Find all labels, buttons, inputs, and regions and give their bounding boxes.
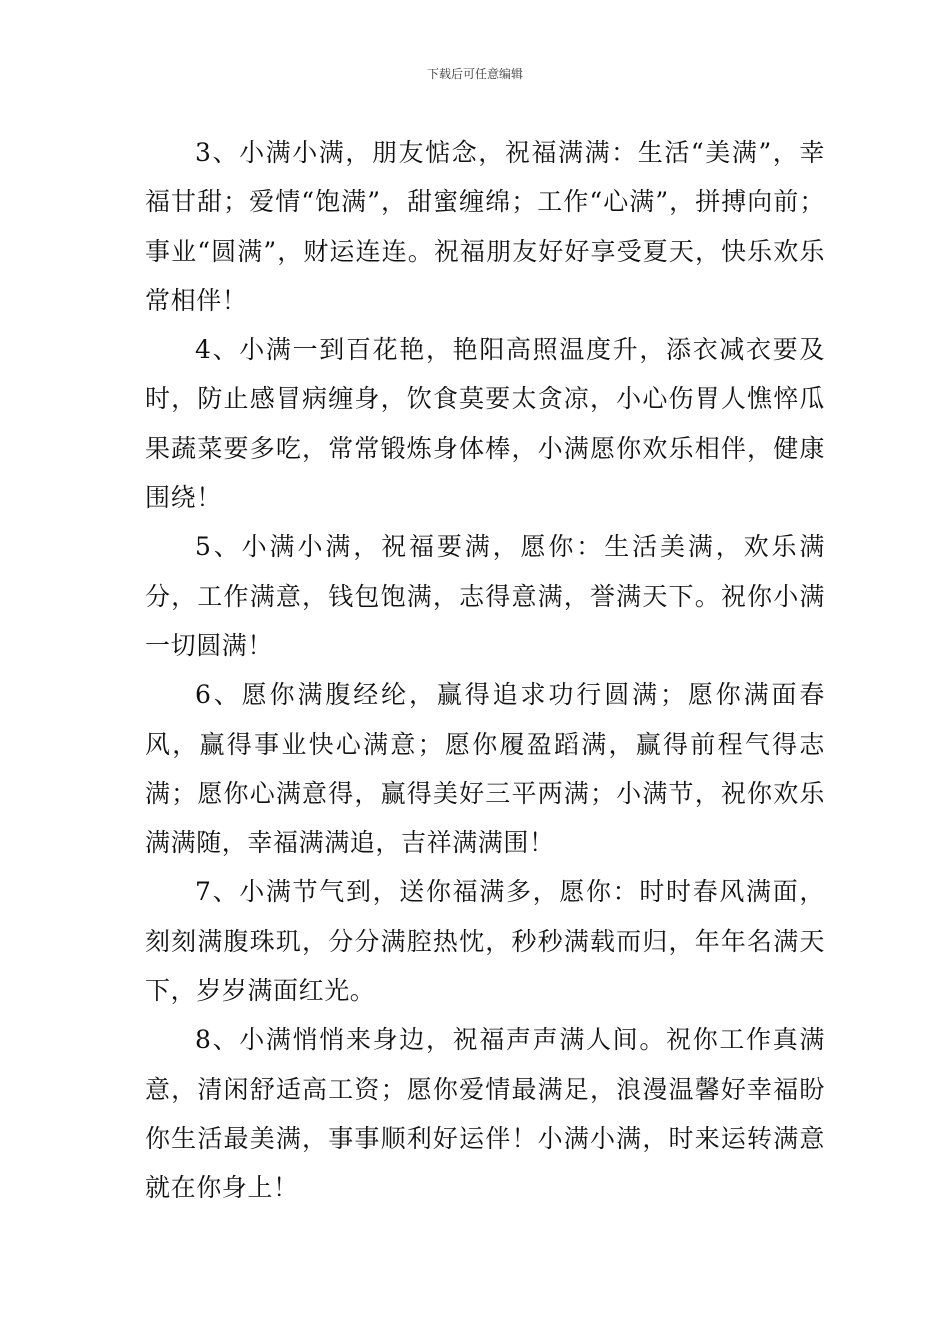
paragraph-5: 5、小满小满，祝福要满，愿你：生活美满，欢乐满分，工作满意，钱包饱满，志得意满，誉满天下。祝你小满一切圆满！ [145,532,825,660]
paragraph-8: 8、小满悄悄来身边，祝福声声满人间。祝你工作真满意，清闲舒适高工资；愿你爱情最满足，浪漫温馨好幸福盼你生活最美满，事事顺利好运伴！小满小满，时来运转满意就在你身上！ [145,1025,825,1203]
page-header: 下载后可任意编辑 [426,67,523,81]
paragraph-4: 4、小满一到百花艳，艳阳高照温度升，添衣减衣要及时，防止感冒病缠身，饮食莫要太贪凉，小心伤胃人憔悴瓜果蔬菜要多吃，常常锻炼身体棒，小满愿你欢乐相伴，健康围绕！ [145,335,825,513]
paragraph-7: 7、小满节气到，送你福满多，愿你：时时春风满面，刻刻满腹珠玑，分分满腔热忱，秒秒满载而归，年年名满天下，岁岁满面红光。 [145,877,825,1006]
document-body [145,128,825,1213]
paragraph-6: 6、愿你满腹经纶，赢得追求功行圆满；愿你满面春风，赢得事业快心满意；愿你履盈蹈满，赢得前程气得志满；愿你心满意得，赢得美好三平两满；小满节，祝你欢乐满满随，幸福满满追，吉祥满满围！ [145,680,825,858]
paragraph-3: 3、小满小满，朋友惦念，祝福满满：生活“美满”，幸福甘甜；爱情“饱满”，甜蜜缠绵；工作“心满”，拼搏向前；事业“圆满”，财运连连。祝福朋友好好享受夏天，快乐欢乐常相伴！ [145,138,825,315]
